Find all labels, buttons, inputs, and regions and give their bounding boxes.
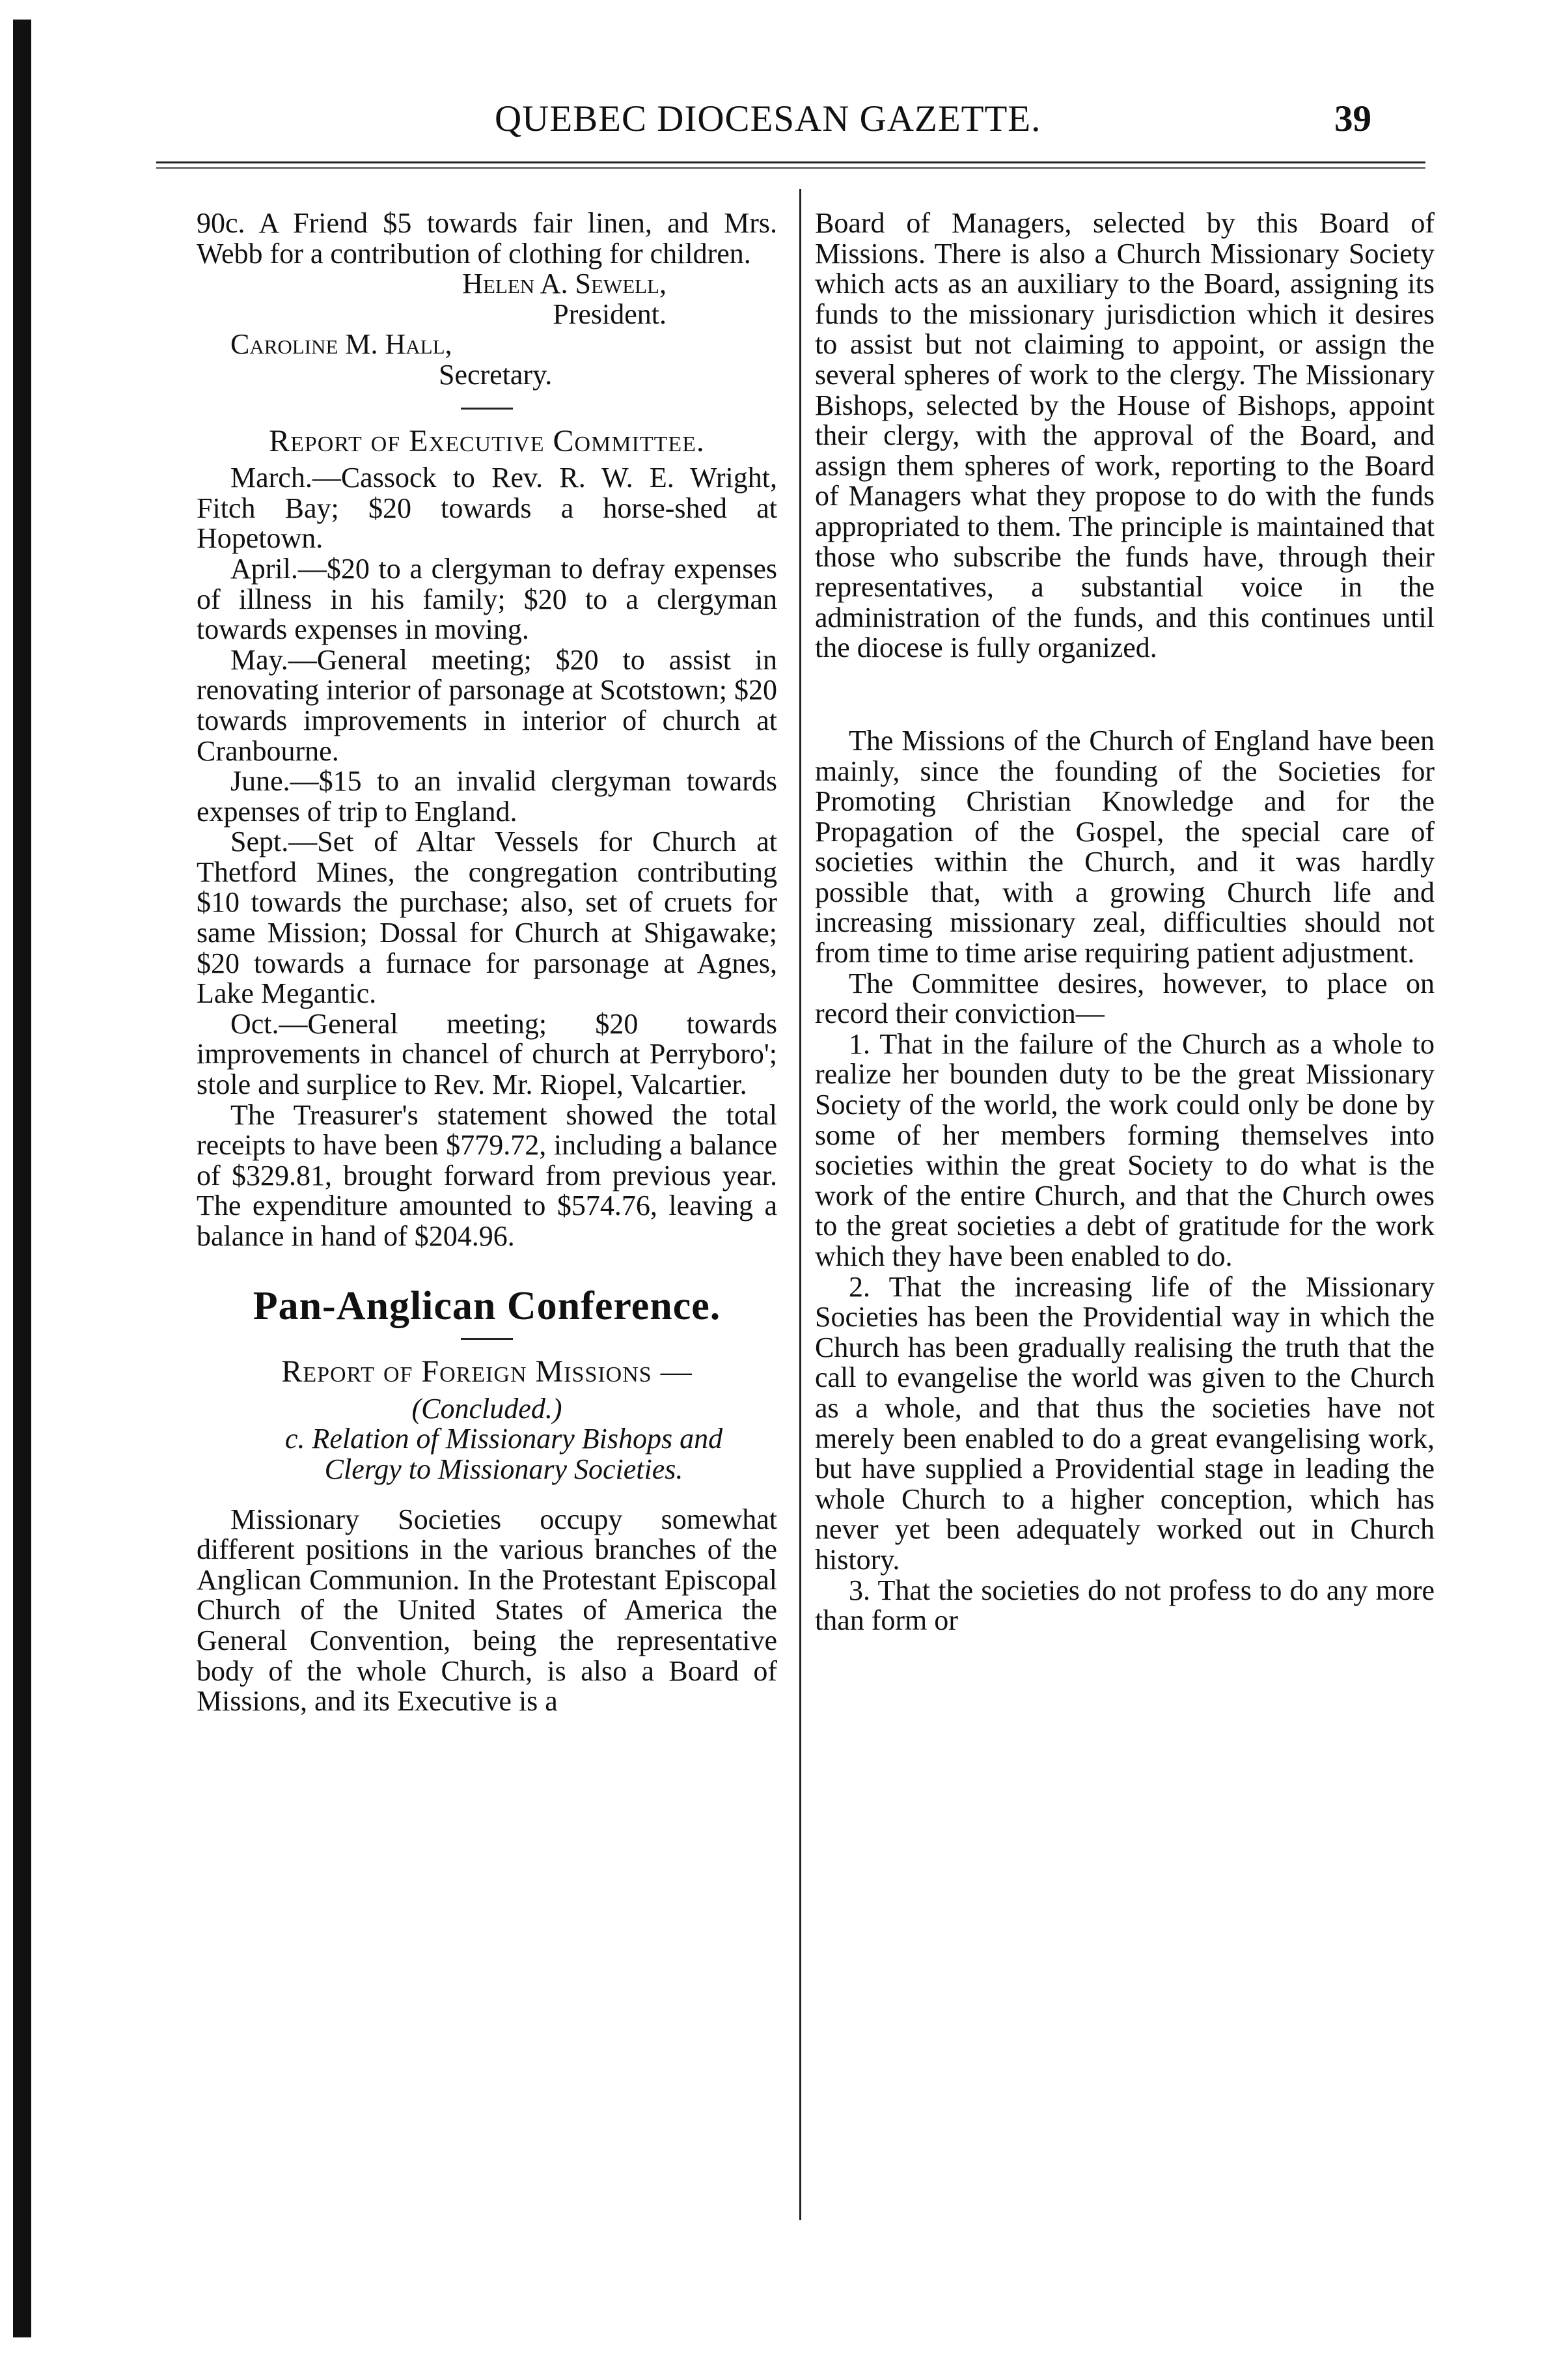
opening-paragraph: 90c. A Friend $5 towards fair linen, and Mrs. Webb for a contribution of clothing for children. — [197, 207, 777, 270]
pan-anglican-heading: Pan-Anglican Conference. — [253, 1283, 721, 1328]
signer-president-name: Helen A. Sewell, — [462, 268, 667, 300]
page-header-title: QUEBEC DIOCESAN GAZETTE. — [495, 98, 1041, 139]
board-paragraph: Board of Managers, selected by this Board of Missions. There is also a Church Missionary Society which acts as an auxiliary to the Board, assigning its funds to the missionary jurisdiction which it desires to assist but not claiming to appoint, or assign the several spheres of work to the clergy. The Missionary Bishops, selected by the House of Bishops, appoint their clergy, with the approval of the Board, and assign them spheres of work, reporting to the Board of Managers what they propose to do with the funds appropriated to them. The principle is maintained that those who subscribe the funds have, through their representatives, a substantial voice in the administration of the funds, and this continues until the diocese is fully organized. — [815, 207, 1435, 664]
header-rule — [156, 161, 1425, 169]
executive-committee-heading: Report of Executive Committee. — [269, 423, 705, 458]
right-column — [815, 208, 1435, 1636]
entry-april: April.—$20 to a clergyman to defray expenses of illness in his family; $20 to a clergyman towards expenses in moving. — [197, 552, 777, 646]
signer-president-title: President. — [553, 298, 667, 330]
treasurer-statement: The Treasurer's statement showed the total receipts to have been $779.72, including a balance of $329.81, brought forward from previous year. The expenditure amounted to $574.76, leaving a balance in hand of $204.96. — [197, 1098, 777, 1252]
entry-june: June.—$15 to an invalid clergyman towards expenses of trip to England. — [197, 765, 777, 828]
concluded-note: (Concluded.) — [411, 1392, 562, 1425]
page-binding-edge — [13, 20, 31, 2337]
signer-secretary-title: Secretary. — [439, 358, 553, 391]
section-dash-2 — [461, 1338, 513, 1340]
entry-sept: Sept.—Set of Altar Vessels for Church at Thetford Mines, the congregation contributing $10 towards the purchase; also, set of cruets for same Mission; Dossal for Church at Shigawake; $20 towards a furnace for parsonage at Agnes, Lake Megantic. — [197, 826, 777, 1010]
entry-oct: Oct.—General meeting; $20 towards improvements in chancel of church at Perryboro'; stole and surplice to Rev. Mr. Riopel, Valcartier. — [197, 1007, 777, 1101]
column-divider — [799, 189, 801, 2220]
foreign-missions-heading: Report of Foreign Missions — — [281, 1354, 693, 1389]
section-dash — [461, 408, 513, 410]
conviction-point-2: 2. That the increasing life of the Missionary Societies has been the Providential way in which the Church has been gradually realising the truth that the call to evangelise the world was given to the Church as a whole, and that thus the societies have not merely been enabled to do a great evangelising work, but have supplied a Providential stage in leading the whole Church to a higher conception, which has never yet been adequately worked out in Church history. — [815, 1270, 1435, 1576]
conviction-point-1: 1. That in the failure of the Church as a whole to realize her bounden duty to be the great Missionary Society of the world, the work could only be done by some of her members forming themselves into societies within the great Society to do what is the work of the entire Church, and that the Church owes to the great societies a debt of gratitude for the work which they have been enabled to do. — [815, 1027, 1435, 1272]
signer-secretary-name: Caroline M. Hall, — [230, 328, 452, 361]
committee-conviction: The Committee desires, however, to place on record their conviction— — [815, 967, 1435, 1030]
entry-march: March.—Cassock to Rev. R. W. E. Wright, Fitch Bay; $20 towards a horse-shed at Hopetown. — [197, 462, 777, 555]
left-column — [197, 208, 777, 1717]
missionary-societies-paragraph: Missionary Societies occupy somewhat different positions in the various branches of the Anglican Communion. In the Protestant Episcopal Church of the United States of America the General Convention, being the representative body of the whole Church, is also a Board of Missions, and its Executive is a — [197, 1503, 777, 1718]
section-c-title-line2: Clergy to Missionary Societies. — [324, 1453, 683, 1485]
page-number: 39 — [1334, 98, 1371, 139]
conviction-point-3: 3. That the societies do not profess to do any more than form or — [815, 1574, 1435, 1637]
entry-may: May.—General meeting; $20 to assist in renovating interior of parsonage at Scotstown; $20 towards improvements in interior of church at Cranbourne. — [197, 643, 778, 767]
missions-england-paragraph: The Missions of the Church of England have been mainly, since the founding of the Societies for Promoting Christian Knowledge and for the Propagation of the Gospel, the special care of societies within the Church, and it was hardly possible that, with a growing Church life and increasing missionary zeal, difficulties should not from time to time arise requiring patient adjustment. — [815, 724, 1435, 969]
section-c-title-line1: c. Relation of Missionary Bishops and — [284, 1423, 723, 1455]
